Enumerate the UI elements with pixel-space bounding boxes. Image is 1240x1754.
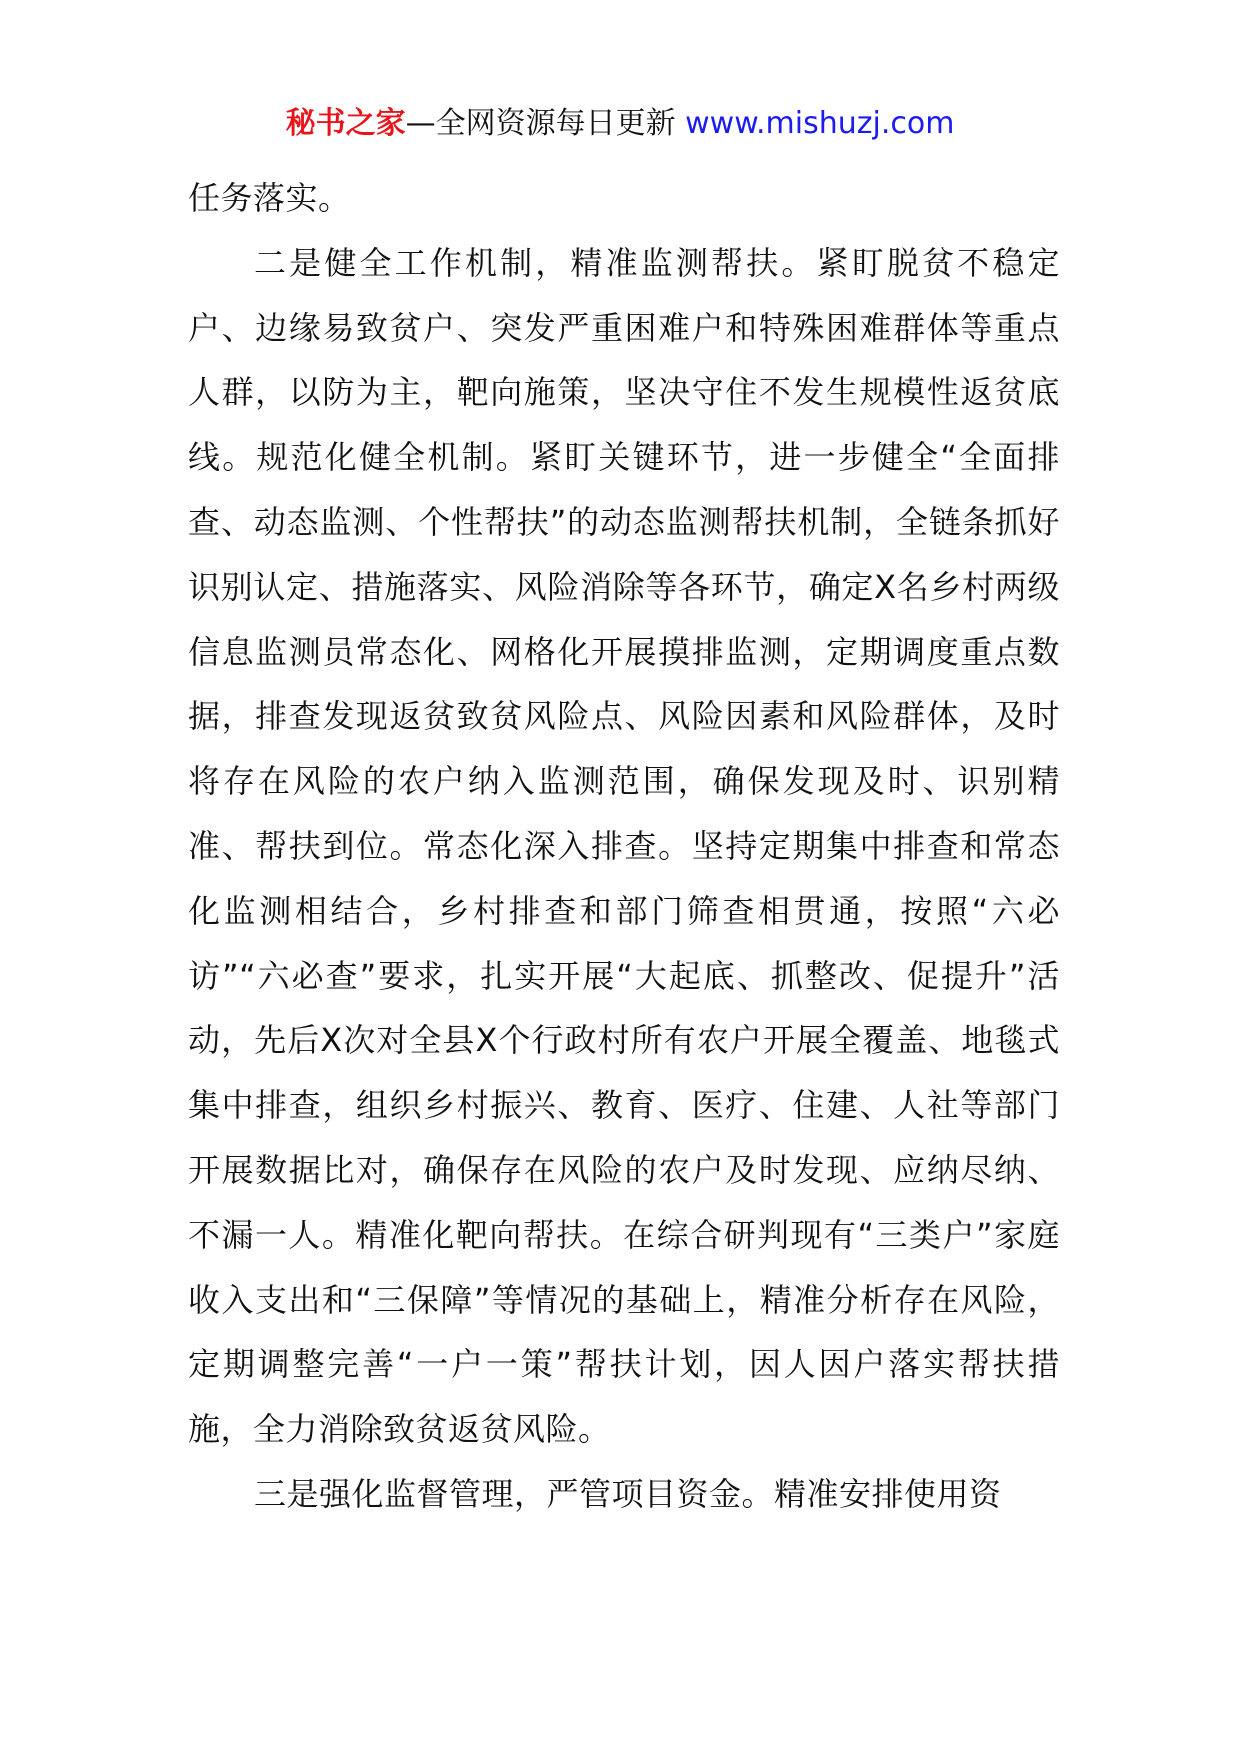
paragraph-monitoring-assistance: 二是健全工作机制，精准监测帮扶。紧盯脱贫不稳定户、边缘易致贫户、突发严重困难户和特殊困难群体等重点人群，以防为主，靶向施策，坚决守住不发生规模性返贫底线。规范化健全机制。紧盯关键环节，进一步健全“全面排查、动态监测、个性帮扶”的动态监测帮扶机制，全链条抓好识别认定、措施落实、风险消除等各环节，确定X名乡村两级信息监测员常态化、网格化开展摸排监测，定期调度重点数据，排查发现返贫致贫风险点、风险因素和风险群体，及时将存在风险的农户纳入监测范围，确保发现及时、识别精准、帮扶到位。常态化深入排查。坚持定期集中排查和常态化监测相结合，乡村排查和部门筛查相贯通，按照“六必访”“六必查”要求，扎实开展“大起底、抓整改、促提升”活动，先后X次对全县X个行政村所有农户开展全覆盖、地毯式集中排查，组织乡村振兴、教育、医疗、住建、人社等部门开展数据比对，确保存在风险的农户及时发现、应纳尽纳、不漏一人。精准化靶向帮扶。在综合研判现有“三类户”家庭收入支出和“三保障”等情况的基础上，精准分析存在风险，定期调整完善“一户一策”帮扶计划，因人因户落实帮扶措施，全力消除致贫返贫风险。 xyxy=(188,243,1060,1449)
paragraph-supervision-management: 三是强化监督管理，严管项目资金。精准安排使用资 xyxy=(254,1474,1002,1513)
page-header xyxy=(0,104,1240,144)
document-body xyxy=(188,166,1060,1527)
paragraph-continuation: 任务落实。 xyxy=(188,179,351,217)
website-link[interactable]: www.mishuzj.com xyxy=(685,106,955,141)
brand-name: 秘书之家 xyxy=(285,106,406,141)
header-slogan: —全网资源每日更新 xyxy=(405,106,686,141)
